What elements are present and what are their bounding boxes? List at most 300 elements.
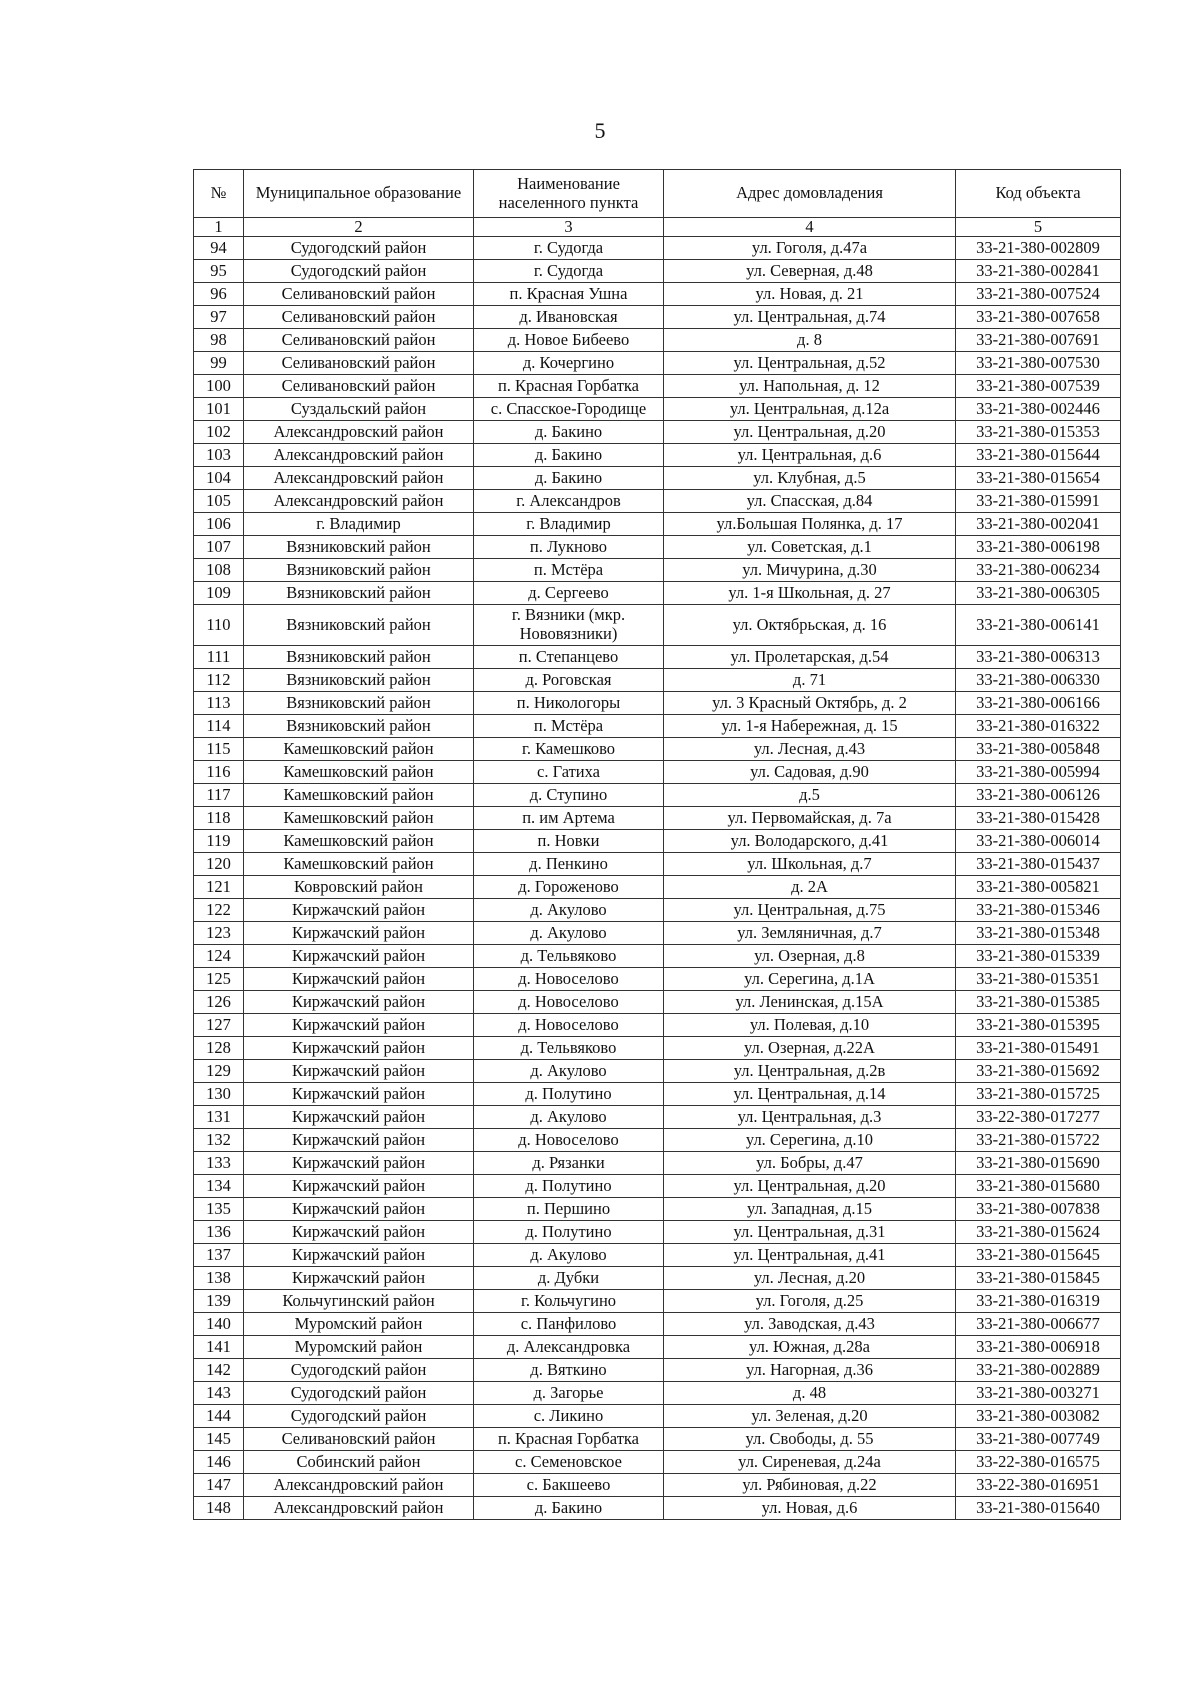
address-cell: ул. Новая, д.6 [664,1497,956,1520]
address-cell: ул. Октябрьская, д. 16 [664,605,956,646]
settlement-cell: п. Красная Ушна [474,283,664,306]
table-row [194,1290,1121,1313]
municipality-cell: Киржачский район [244,1014,474,1037]
row-number-cell: 113 [194,692,244,715]
column-number: 1 [194,218,244,237]
row-number-cell: 134 [194,1175,244,1198]
row-number-cell: 99 [194,352,244,375]
municipality-cell: Ковровский район [244,876,474,899]
table-row [194,761,1121,784]
object-code-cell: 33-21-380-015640 [956,1497,1121,1520]
municipality-cell: Киржачский район [244,991,474,1014]
address-cell: ул. Рябиновая, д.22 [664,1474,956,1497]
table-row [194,306,1121,329]
row-number-cell: 117 [194,784,244,807]
object-code-cell: 33-21-380-006014 [956,830,1121,853]
municipality-cell: Селивановский район [244,375,474,398]
address-cell: ул. Центральная, д.2в [664,1060,956,1083]
object-code-cell: 33-21-380-006234 [956,559,1121,582]
object-code-cell: 33-21-380-002809 [956,237,1121,260]
header-municipality: Муниципальное образование [244,170,474,218]
municipality-cell: Александровский район [244,467,474,490]
table-row [194,260,1121,283]
object-code-cell: 33-21-380-015385 [956,991,1121,1014]
municipality-cell: Киржачский район [244,1152,474,1175]
object-code-cell: 33-21-380-015437 [956,853,1121,876]
municipality-cell: Киржачский район [244,1267,474,1290]
municipality-cell: Судогодский район [244,260,474,283]
table-row [194,375,1121,398]
address-cell: ул. Центральная, д.14 [664,1083,956,1106]
object-code-cell: 33-21-380-016319 [956,1290,1121,1313]
address-cell: ул. Пролетарская, д.54 [664,646,956,669]
address-cell: д.5 [664,784,956,807]
object-code-cell: 33-21-380-015353 [956,421,1121,444]
municipality-cell: Муромский район [244,1336,474,1359]
municipality-cell: Камешковский район [244,738,474,761]
row-number-cell: 144 [194,1405,244,1428]
row-number-cell: 124 [194,945,244,968]
municipality-cell: Киржачский район [244,945,474,968]
municipality-cell: Вязниковский район [244,715,474,738]
object-code-cell: 33-21-380-015645 [956,1244,1121,1267]
municipality-cell: Александровский район [244,444,474,467]
settlement-cell: д. Акулово [474,922,664,945]
municipality-cell: Киржачский район [244,1175,474,1198]
object-code-cell: 33-21-380-006305 [956,582,1121,605]
address-cell: ул. Школьная, д.7 [664,853,956,876]
table-row [194,582,1121,605]
object-code-cell: 33-21-380-007539 [956,375,1121,398]
row-number-cell: 132 [194,1129,244,1152]
address-cell: ул. Мичурина, д.30 [664,559,956,582]
object-code-cell: 33-21-380-015725 [956,1083,1121,1106]
table-body [194,237,1121,1520]
object-code-cell: 33-21-380-015346 [956,899,1121,922]
address-cell: ул. Центральная, д.41 [664,1244,956,1267]
table-row [194,991,1121,1014]
address-cell: ул. Северная, д.48 [664,260,956,283]
object-code-cell: 33-21-380-015351 [956,968,1121,991]
address-cell: ул. Гоголя, д.25 [664,1290,956,1313]
row-number-cell: 123 [194,922,244,945]
row-number-cell: 112 [194,669,244,692]
table-row [194,1129,1121,1152]
table-row [194,1014,1121,1037]
address-cell: ул. Свободы, д. 55 [664,1428,956,1451]
object-code-cell: 33-21-380-007838 [956,1198,1121,1221]
settlement-cell: д. Акулово [474,1060,664,1083]
municipality-cell: Селивановский район [244,306,474,329]
table-column-numbers-row [194,218,1121,237]
object-code-cell: 33-21-380-015395 [956,1014,1121,1037]
table-row [194,1221,1121,1244]
address-cell: ул. Озерная, д.22А [664,1037,956,1060]
table-row [194,421,1121,444]
address-cell: ул. Полевая, д.10 [664,1014,956,1037]
address-cell: ул. Сиреневая, д.24а [664,1451,956,1474]
row-number-cell: 100 [194,375,244,398]
object-code-cell: 33-21-380-015680 [956,1175,1121,1198]
object-code-cell: 33-21-380-006313 [956,646,1121,669]
table-row [194,715,1121,738]
address-cell: ул. Заводская, д.43 [664,1313,956,1336]
settlement-cell: д. Тельвяково [474,945,664,968]
object-code-cell: 33-21-380-006330 [956,669,1121,692]
object-code-cell: 33-21-380-006677 [956,1313,1121,1336]
municipality-cell: Киржачский район [244,1037,474,1060]
table-row [194,1060,1121,1083]
address-cell: ул. Серегина, д.1А [664,968,956,991]
settlement-cell: д. Бакино [474,467,664,490]
table-row [194,784,1121,807]
row-number-cell: 107 [194,536,244,559]
object-code-cell: 33-21-380-005848 [956,738,1121,761]
row-number-cell: 143 [194,1382,244,1405]
table-row [194,283,1121,306]
settlement-cell: г. Судогда [474,260,664,283]
address-cell: ул. Центральная, д.12а [664,398,956,421]
settlement-cell: д. Рязанки [474,1152,664,1175]
settlement-cell: п. Красная Горбатка [474,1428,664,1451]
row-number-cell: 133 [194,1152,244,1175]
object-code-cell: 33-21-380-015348 [956,922,1121,945]
municipality-cell: Киржачский район [244,922,474,945]
settlement-cell: с. Спасское-Городище [474,398,664,421]
address-cell: ул. 3 Красный Октябрь, д. 2 [664,692,956,715]
table-row [194,1359,1121,1382]
settlement-cell: д. Полутино [474,1221,664,1244]
address-cell: ул. Садовая, д.90 [664,761,956,784]
municipality-cell: Вязниковский район [244,646,474,669]
municipality-cell: Александровский район [244,421,474,444]
address-cell: ул. Озерная, д.8 [664,945,956,968]
municipality-cell: Киржачский район [244,968,474,991]
object-code-cell: 33-21-380-002841 [956,260,1121,283]
row-number-cell: 116 [194,761,244,784]
settlement-cell: д. Дубки [474,1267,664,1290]
settlement-cell: с. Панфилово [474,1313,664,1336]
object-code-cell: 33-21-380-015491 [956,1037,1121,1060]
settlement-cell: д. Ивановская [474,306,664,329]
column-number: 2 [244,218,474,237]
municipality-cell: Киржачский район [244,1198,474,1221]
object-code-cell: 33-21-380-015428 [956,807,1121,830]
settlement-cell: с. Гатиха [474,761,664,784]
table-row [194,536,1121,559]
address-cell: ул. Центральная, д.6 [664,444,956,467]
table-row [194,1083,1121,1106]
settlement-cell: д. Бакино [474,1497,664,1520]
row-number-cell: 128 [194,1037,244,1060]
row-number-cell: 94 [194,237,244,260]
municipality-cell: Селивановский район [244,329,474,352]
table-row [194,1405,1121,1428]
settlement-cell: д. Ступино [474,784,664,807]
municipality-cell: Камешковский район [244,853,474,876]
row-number-cell: 119 [194,830,244,853]
settlement-cell: д. Сергеево [474,582,664,605]
address-cell: ул. Зеленая, д.20 [664,1405,956,1428]
header-number: № [194,170,244,218]
table-row [194,1175,1121,1198]
table-row [194,1106,1121,1129]
row-number-cell: 129 [194,1060,244,1083]
table-row [194,444,1121,467]
settlement-cell: п. им Артема [474,807,664,830]
municipality-cell: Собинский район [244,1451,474,1474]
settlement-cell: д. Акулово [474,1244,664,1267]
row-number-cell: 136 [194,1221,244,1244]
settlement-cell: д. Вяткино [474,1359,664,1382]
municipality-cell: Судогодский район [244,237,474,260]
table-row [194,1382,1121,1405]
table-row [194,513,1121,536]
address-cell: д. 48 [664,1382,956,1405]
municipality-cell: Киржачский район [244,1083,474,1106]
settlement-cell: д. Кочергино [474,352,664,375]
column-number: 5 [956,218,1121,237]
settlement-cell: п. Степанцево [474,646,664,669]
address-cell: ул.Большая Полянка, д. 17 [664,513,956,536]
row-number-cell: 106 [194,513,244,536]
object-code-cell: 33-21-380-006918 [956,1336,1121,1359]
address-cell: д. 2А [664,876,956,899]
settlement-cell: с. Бакшеево [474,1474,664,1497]
table-row [194,559,1121,582]
municipality-cell: Александровский район [244,490,474,513]
table-row [194,968,1121,991]
settlement-cell: д. Загорье [474,1382,664,1405]
address-cell: ул. Спасская, д.84 [664,490,956,513]
row-number-cell: 118 [194,807,244,830]
settlement-cell: п. Лукново [474,536,664,559]
row-number-cell: 104 [194,467,244,490]
row-number-cell: 108 [194,559,244,582]
table-header-row [194,170,1121,218]
settlement-cell: д. Пенкино [474,853,664,876]
municipality-cell: Вязниковский район [244,536,474,559]
municipality-cell: Вязниковский район [244,559,474,582]
settlement-cell: с. Семеновское [474,1451,664,1474]
table-row [194,1313,1121,1336]
address-cell: ул. 1-я Набережная, д. 15 [664,715,956,738]
table-row [194,922,1121,945]
settlement-cell: д. Новоселово [474,1129,664,1152]
address-cell: ул. Центральная, д.20 [664,1175,956,1198]
table-row [194,1198,1121,1221]
object-code-cell: 33-21-380-015845 [956,1267,1121,1290]
table-row [194,352,1121,375]
table-row [194,669,1121,692]
object-code-cell: 33-21-380-015644 [956,444,1121,467]
object-code-cell: 33-21-380-015654 [956,467,1121,490]
municipality-cell: Камешковский район [244,784,474,807]
row-number-cell: 141 [194,1336,244,1359]
row-number-cell: 96 [194,283,244,306]
header-address: Адрес домовладения [664,170,956,218]
settlement-cell: г. Владимир [474,513,664,536]
object-code-cell: 33-21-380-002889 [956,1359,1121,1382]
address-cell: ул. Центральная, д.74 [664,306,956,329]
row-number-cell: 103 [194,444,244,467]
object-code-cell: 33-21-380-007530 [956,352,1121,375]
table-row [194,1037,1121,1060]
table-row [194,646,1121,669]
settlement-cell: с. Ликино [474,1405,664,1428]
settlement-cell: д. Бакино [474,444,664,467]
settlement-cell: д. Новоселово [474,968,664,991]
municipality-cell: Вязниковский район [244,669,474,692]
row-number-cell: 98 [194,329,244,352]
object-code-cell: 33-21-380-015991 [956,490,1121,513]
row-number-cell: 138 [194,1267,244,1290]
header-settlement: Наименование населенного пункта [474,170,664,218]
settlement-cell: д. Тельвяково [474,1037,664,1060]
row-number-cell: 122 [194,899,244,922]
address-cell: ул. Центральная, д.31 [664,1221,956,1244]
row-number-cell: 125 [194,968,244,991]
settlement-cell: г. Камешково [474,738,664,761]
municipality-cell: Киржачский район [244,1106,474,1129]
municipality-cell: Киржачский район [244,899,474,922]
municipality-cell: Вязниковский район [244,605,474,646]
row-number-cell: 101 [194,398,244,421]
row-number-cell: 109 [194,582,244,605]
object-code-cell: 33-21-380-015339 [956,945,1121,968]
row-number-cell: 145 [194,1428,244,1451]
municipality-cell: Муромский район [244,1313,474,1336]
settlement-cell: д. Роговская [474,669,664,692]
object-code-cell: 33-21-380-002041 [956,513,1121,536]
table-row [194,1428,1121,1451]
row-number-cell: 126 [194,991,244,1014]
table-row [194,853,1121,876]
municipality-cell: Камешковский район [244,830,474,853]
object-code-cell: 33-21-380-015624 [956,1221,1121,1244]
address-cell: ул. 1-я Школьная, д. 27 [664,582,956,605]
address-cell: ул. Напольная, д. 12 [664,375,956,398]
municipality-cell: Вязниковский район [244,582,474,605]
row-number-cell: 139 [194,1290,244,1313]
object-code-cell: 33-21-380-015692 [956,1060,1121,1083]
table-row [194,237,1121,260]
object-code-cell: 33-21-380-015722 [956,1129,1121,1152]
column-number: 3 [474,218,664,237]
settlement-cell: п. Красная Горбатка [474,375,664,398]
row-number-cell: 95 [194,260,244,283]
table-row [194,605,1121,646]
table-row [194,490,1121,513]
table-row [194,899,1121,922]
address-cell: ул. Центральная, д.52 [664,352,956,375]
settlement-cell: п. Мстёра [474,715,664,738]
municipality-cell: г. Владимир [244,513,474,536]
address-cell: д. 71 [664,669,956,692]
row-number-cell: 131 [194,1106,244,1129]
municipality-cell: Камешковский район [244,807,474,830]
table-row [194,1152,1121,1175]
header-object-code: Код объекта [956,170,1121,218]
address-cell: ул. Бобры, д.47 [664,1152,956,1175]
municipality-cell: Александровский район [244,1474,474,1497]
address-cell: ул. Советская, д.1 [664,536,956,559]
address-cell: ул. Лесная, д.43 [664,738,956,761]
municipality-cell: Киржачский район [244,1221,474,1244]
table-row [194,1474,1121,1497]
table-row [194,1244,1121,1267]
object-code-cell: 33-21-380-007658 [956,306,1121,329]
object-code-cell: 33-21-380-006141 [956,605,1121,646]
object-code-cell: 33-21-380-005821 [956,876,1121,899]
table-row [194,807,1121,830]
object-code-cell: 33-21-380-006198 [956,536,1121,559]
table-row [194,830,1121,853]
row-number-cell: 147 [194,1474,244,1497]
municipality-cell: Киржачский район [244,1060,474,1083]
page-number: 5 [594,118,606,143]
table-row [194,876,1121,899]
settlement-cell: п. Першино [474,1198,664,1221]
table-row [194,692,1121,715]
table-row [194,1336,1121,1359]
municipality-cell: Селивановский район [244,1428,474,1451]
address-cell: ул. Ленинская, д.15А [664,991,956,1014]
row-number-cell: 130 [194,1083,244,1106]
row-number-cell: 102 [194,421,244,444]
municipality-cell: Судогодский район [244,1359,474,1382]
settlement-cell: г. Судогда [474,237,664,260]
address-cell: ул. Серегина, д.10 [664,1129,956,1152]
settlement-cell: д. Александровка [474,1336,664,1359]
settlement-cell: г. Александров [474,490,664,513]
address-cell: д. 8 [664,329,956,352]
address-cell: ул. Западная, д.15 [664,1198,956,1221]
row-number-cell: 140 [194,1313,244,1336]
settlement-cell: д. Новоселово [474,991,664,1014]
object-code-cell: 33-21-380-007524 [956,283,1121,306]
object-code-cell: 33-21-380-005994 [956,761,1121,784]
address-cell: ул. Володарского, д.41 [664,830,956,853]
row-number-cell: 115 [194,738,244,761]
municipality-cell: Суздальский район [244,398,474,421]
table-row [194,738,1121,761]
municipality-cell: Судогодский район [244,1382,474,1405]
object-code-cell: 33-21-380-006126 [956,784,1121,807]
address-cell: ул. Гоголя, д.47а [664,237,956,260]
row-number-cell: 135 [194,1198,244,1221]
municipality-cell: Вязниковский район [244,692,474,715]
row-number-cell: 148 [194,1497,244,1520]
row-number-cell: 114 [194,715,244,738]
row-number-cell: 111 [194,646,244,669]
object-code-cell: 33-21-380-015690 [956,1152,1121,1175]
object-code-cell: 33-21-380-006166 [956,692,1121,715]
object-code-cell: 33-21-380-002446 [956,398,1121,421]
settlement-cell: д. Акулово [474,1106,664,1129]
row-number-cell: 142 [194,1359,244,1382]
municipality-cell: Селивановский район [244,283,474,306]
address-cell: ул. Новая, д. 21 [664,283,956,306]
municipality-cell: Селивановский район [244,352,474,375]
table-row [194,398,1121,421]
settlement-cell: п. Новки [474,830,664,853]
settlement-cell: г. Вязники (мкр. Нововязники) [474,605,664,646]
object-code-cell: 33-22-380-017277 [956,1106,1121,1129]
municipality-cell: Киржачский район [244,1129,474,1152]
address-cell: ул. Центральная, д.75 [664,899,956,922]
object-code-cell: 33-22-380-016575 [956,1451,1121,1474]
